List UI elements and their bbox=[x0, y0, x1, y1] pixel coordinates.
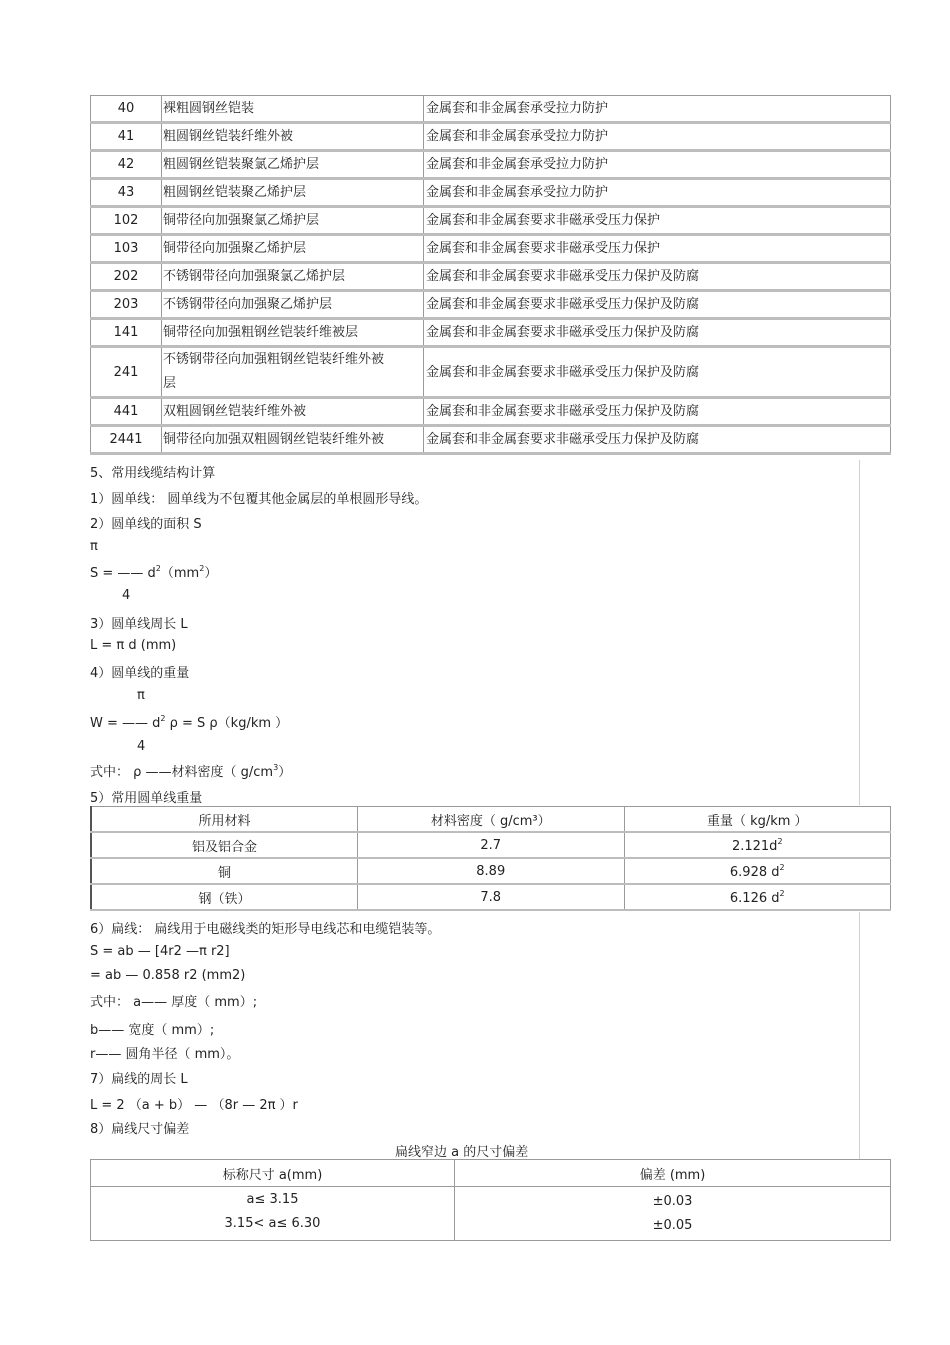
formula-note: r—— 圆角半径（ mm）。 bbox=[90, 1047, 240, 1062]
pi-symbol: π bbox=[137, 688, 145, 703]
table-row bbox=[91, 832, 891, 858]
code-cell: 42 bbox=[91, 151, 162, 179]
table-row bbox=[91, 263, 891, 291]
header-cell: 偏差 (mm) bbox=[455, 1160, 891, 1187]
page-rule bbox=[859, 912, 860, 1159]
weight-cell: 6.928 $d^2$ bbox=[624, 858, 891, 884]
wire-weight-table bbox=[90, 806, 891, 911]
usage-cell: 金属套和非金属套要求非磁承受压力保护及防腐 bbox=[424, 263, 891, 291]
material-cell: 铜 bbox=[91, 858, 358, 884]
table-row bbox=[91, 123, 891, 151]
code-cell: 102 bbox=[91, 207, 162, 235]
code-cell: 202 bbox=[91, 263, 162, 291]
size-cell: a≤ 3.15 3.15< a≤ 6.30 bbox=[91, 1187, 455, 1241]
code-cell: 441 bbox=[91, 398, 162, 426]
density-cell: 2.7 bbox=[358, 832, 625, 858]
perimeter-formula: L = 2 （a + b） — （8r — 2π ）r bbox=[90, 1098, 298, 1113]
code-cell: 41 bbox=[91, 123, 162, 151]
deviation-cell: ±0.03 ±0.05 bbox=[455, 1187, 891, 1241]
pi-symbol: π bbox=[90, 539, 98, 554]
text-line: 7）扁线的周长 L bbox=[90, 1072, 188, 1087]
text-line: 2）圆单线的面积 S bbox=[90, 517, 202, 532]
name-cell: 粗圆钢丝铠装聚氯乙烯护层 bbox=[162, 151, 424, 179]
header-cell: 所用材料 bbox=[91, 807, 358, 833]
code-cell: 40 bbox=[91, 96, 162, 123]
denominator: 4 bbox=[137, 739, 146, 754]
usage-cell: 金属套和非金属套要求非磁承受压力保护及防腐 bbox=[424, 347, 891, 398]
usage-cell: 金属套和非金属套要求非磁承受压力保护 bbox=[424, 235, 891, 263]
density-cell: 7.8 bbox=[358, 884, 625, 910]
usage-cell: 金属套和非金属套要求非磁承受压力保护及防腐 bbox=[424, 398, 891, 426]
name-cell: 不锈钢带径向加强聚乙烯护层 bbox=[162, 291, 424, 319]
table-row bbox=[91, 235, 891, 263]
header-cell: 重量（ kg/km ） bbox=[624, 807, 891, 833]
table-row bbox=[91, 426, 891, 454]
denominator: 4 bbox=[122, 588, 131, 603]
area-formula: S = ab — [4r2 —π r2] bbox=[90, 944, 230, 959]
weight-cell: $2.121d^2$ bbox=[624, 832, 891, 858]
text-line: 4）圆单线的重量 bbox=[90, 666, 190, 681]
name-cell: 粗圆钢丝铠装纤维外被 bbox=[162, 123, 424, 151]
table-row bbox=[91, 1187, 891, 1241]
section-title: 5、常用线缆结构计算 bbox=[90, 466, 216, 481]
area-formula: S = —— $d^2(mm^2)$ bbox=[90, 564, 218, 581]
weight-formula: W = —— $d^2$ ρ = S ρ（kg/km ） bbox=[90, 714, 289, 731]
table-header-row bbox=[91, 1160, 891, 1187]
material-cell: 钢（铁） bbox=[91, 884, 358, 910]
cable-sheath-table bbox=[90, 95, 891, 455]
name-cell: 双粗圆钢丝铠装纤维外被 bbox=[162, 398, 424, 426]
usage-cell: 金属套和非金属套承受拉力防护 bbox=[424, 151, 891, 179]
area-formula: = ab — 0.858 r2 (mm2) bbox=[90, 968, 246, 983]
name-cell: 铜带径向加强聚氯乙烯护层 bbox=[162, 207, 424, 235]
formula-note: b—— 宽度（ mm）; bbox=[90, 1023, 215, 1038]
name-cell: 铜带径向加强粗钢丝铠装纤维被层 bbox=[162, 319, 424, 347]
name-cell: 铜带径向加强聚乙烯护层 bbox=[162, 235, 424, 263]
table-row bbox=[91, 96, 891, 123]
header-cell: 标称尺寸 a(mm) bbox=[91, 1160, 455, 1187]
text-line: 1）圆单线： 圆单线为不包覆其他金属层的单根圆形导线。 bbox=[90, 492, 428, 507]
usage-cell: 金属套和非金属套要求非磁承受压力保护 bbox=[424, 207, 891, 235]
page-rule bbox=[859, 460, 860, 805]
text-line: 3）圆单线周长 L bbox=[90, 617, 188, 632]
code-cell: 43 bbox=[91, 179, 162, 207]
text-line: 5）常用圆单线重量 bbox=[90, 791, 203, 806]
table-row bbox=[91, 179, 891, 207]
usage-cell: 金属套和非金属套要求非磁承受压力保护及防腐 bbox=[424, 319, 891, 347]
table-row bbox=[91, 207, 891, 235]
formula-note: 式中： a—— 厚度（ mm）; bbox=[90, 995, 258, 1010]
usage-cell: 金属套和非金属套承受拉力防护 bbox=[424, 179, 891, 207]
code-cell: 141 bbox=[91, 319, 162, 347]
material-cell: 铝及铝合金 bbox=[91, 832, 358, 858]
table-caption: 扁线窄边 a 的尺寸偏差 bbox=[395, 1145, 529, 1160]
code-cell: 2441 bbox=[91, 426, 162, 454]
header-cell: 材料密度（ g/cm³） bbox=[358, 807, 625, 833]
usage-cell: 金属套和非金属套要求非磁承受压力保护及防腐 bbox=[424, 426, 891, 454]
name-cell: 裸粗圆钢丝铠装 bbox=[162, 96, 424, 123]
code-cell: 103 bbox=[91, 235, 162, 263]
table-row bbox=[91, 291, 891, 319]
code-cell: 241 bbox=[91, 347, 162, 398]
code-cell: 203 bbox=[91, 291, 162, 319]
text-line: 8）扁线尺寸偏差 bbox=[90, 1122, 190, 1137]
text-line: 6）扁线： 扁线用于电磁线类的矩形导电线芯和电缆铠装等。 bbox=[90, 922, 441, 937]
name-cell: 不锈钢带径向加强聚氯乙烯护层 bbox=[162, 263, 424, 291]
table-row bbox=[91, 319, 891, 347]
perimeter-formula: L = π d (mm) bbox=[90, 638, 177, 653]
deviation-table bbox=[90, 1159, 891, 1241]
table-row bbox=[91, 398, 891, 426]
usage-cell: 金属套和非金属套要求非磁承受压力保护及防腐 bbox=[424, 291, 891, 319]
density-cell: 8.89 bbox=[358, 858, 625, 884]
table-row bbox=[91, 884, 891, 910]
density-note: 式中： ρ ——材料密度（ $g/cm^3$） bbox=[90, 763, 292, 780]
name-cell: 铜带径向加强双粗圆钢丝铠装纤维外被 bbox=[162, 426, 424, 454]
table-row bbox=[91, 347, 891, 398]
usage-cell: 金属套和非金属套承受拉力防护 bbox=[424, 96, 891, 123]
usage-cell: 金属套和非金属套承受拉力防护 bbox=[424, 123, 891, 151]
table-row bbox=[91, 858, 891, 884]
name-cell: 不锈钢带径向加强粗钢丝铠装纤维外被层 bbox=[162, 347, 424, 398]
weight-cell: 6.126 $d^2$ bbox=[624, 884, 891, 910]
table-row bbox=[91, 151, 891, 179]
name-cell: 粗圆钢丝铠装聚乙烯护层 bbox=[162, 179, 424, 207]
table-header-row bbox=[91, 807, 891, 833]
